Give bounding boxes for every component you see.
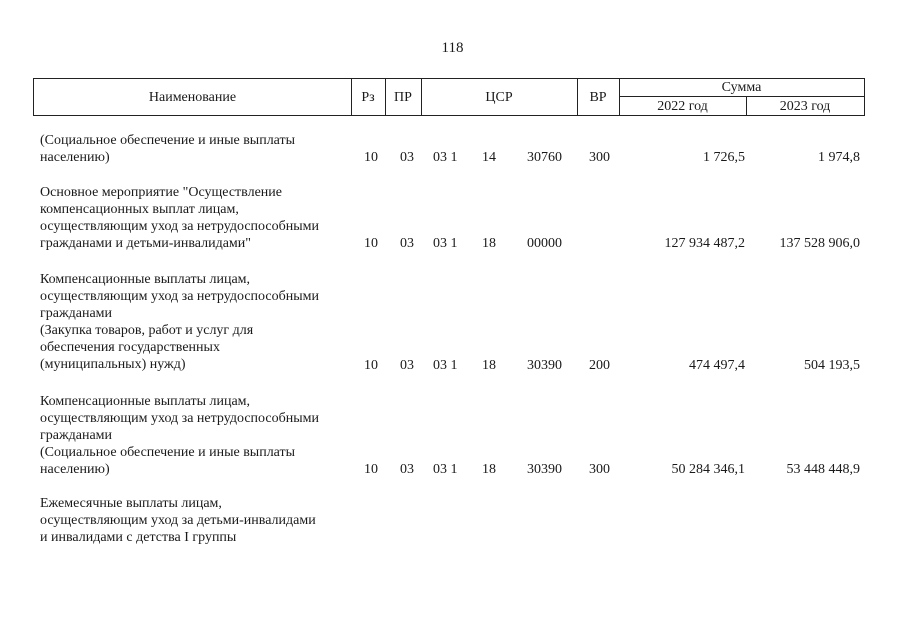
row-rz: 10: [364, 150, 378, 165]
row-name-line: компенсационных выплат лицам,: [40, 202, 239, 217]
row-vr: 300: [589, 462, 610, 477]
row-csr-event: 18: [482, 358, 496, 373]
header-sum: Сумма: [721, 79, 762, 95]
row-name-line: населению): [40, 462, 110, 477]
row-name-line: (Социальное обеспечение и иные выплаты: [40, 133, 296, 148]
row-name-line: (Закупка товаров, работ и услуг для: [40, 323, 254, 338]
row-csr-direction: 00000: [527, 236, 562, 251]
header-name: Наименование: [148, 89, 237, 105]
row-name-line: Компенсационные выплаты лицам,: [40, 394, 251, 409]
row-sum-2023: 504 193,5: [804, 358, 860, 373]
row-name: [40, 132, 350, 166]
row-name-line: Основное мероприятие "Осуществление: [40, 185, 282, 200]
row-csr-program: 03 1: [433, 236, 458, 251]
row-name-line: осуществляющим уход за детьми-инвалидами: [40, 513, 316, 528]
row-name-line: осуществляющим уход за нетрудоспособными: [40, 289, 319, 304]
row-name: [40, 184, 350, 252]
row-sum-2023: 137 528 906,0: [779, 236, 860, 251]
row-rz: 10: [364, 358, 378, 373]
row-sum-2023: 53 448 448,9: [786, 462, 860, 477]
row-csr-event: 18: [482, 236, 496, 251]
row-pr: 03: [400, 150, 414, 165]
row-csr-program: 03 1: [433, 150, 458, 165]
row-sum-2022: 474 497,4: [689, 358, 745, 373]
row-name: [40, 393, 350, 478]
header-pr: ПР: [394, 89, 412, 105]
row-sum-2023: 1 974,8: [818, 150, 860, 165]
row-name-line: гражданами: [40, 428, 113, 443]
row-name-line: гражданами и детьми-инвалидами": [40, 236, 251, 251]
row-csr-event: 14: [482, 150, 496, 165]
row-name-line: осуществляющим уход за нетрудоспособными: [40, 219, 319, 234]
row-name: [40, 495, 350, 546]
row-rz: 10: [364, 462, 378, 477]
row-name-line: осуществляющим уход за нетрудоспособными: [40, 411, 319, 426]
row-name-line: (муниципальных) нужд): [40, 357, 186, 372]
header-year-2023: 2023 год: [779, 98, 831, 114]
row-csr-direction: 30390: [527, 462, 562, 477]
row-pr: 03: [400, 462, 414, 477]
row-pr: 03: [400, 236, 414, 251]
header-vr: ВР: [589, 89, 607, 105]
row-vr: 200: [589, 358, 610, 373]
row-name-line: (Социальное обеспечение и иные выплаты: [40, 445, 296, 460]
row-csr-program: 03 1: [433, 462, 458, 477]
row-name-line: населению): [40, 150, 110, 165]
row-sum-2022: 127 934 487,2: [664, 236, 745, 251]
row-rz: 10: [364, 236, 378, 251]
page-number: 118: [441, 40, 464, 56]
header-rz: Рз: [361, 89, 375, 105]
row-csr-event: 18: [482, 462, 496, 477]
row-csr-direction: 30390: [527, 358, 562, 373]
row-vr: 300: [589, 150, 610, 165]
row-name: [40, 271, 350, 373]
header-csr: ЦСР: [485, 89, 513, 105]
row-csr-program: 03 1: [433, 358, 458, 373]
row-pr: 03: [400, 358, 414, 373]
row-name-line: Компенсационные выплаты лицам,: [40, 272, 251, 287]
header-year-2022: 2022 год: [657, 98, 708, 114]
row-sum-2022: 1 726,5: [703, 150, 745, 165]
row-name-line: Ежемесячные выплаты лицам,: [40, 496, 222, 511]
row-name-line: и инвалидами с детства I группы: [40, 530, 237, 545]
row-sum-2022: 50 284 346,1: [671, 462, 745, 477]
row-name-line: обеспечения государственных: [40, 340, 220, 355]
row-name-line: гражданами: [40, 306, 113, 321]
row-csr-direction: 30760: [527, 150, 562, 165]
